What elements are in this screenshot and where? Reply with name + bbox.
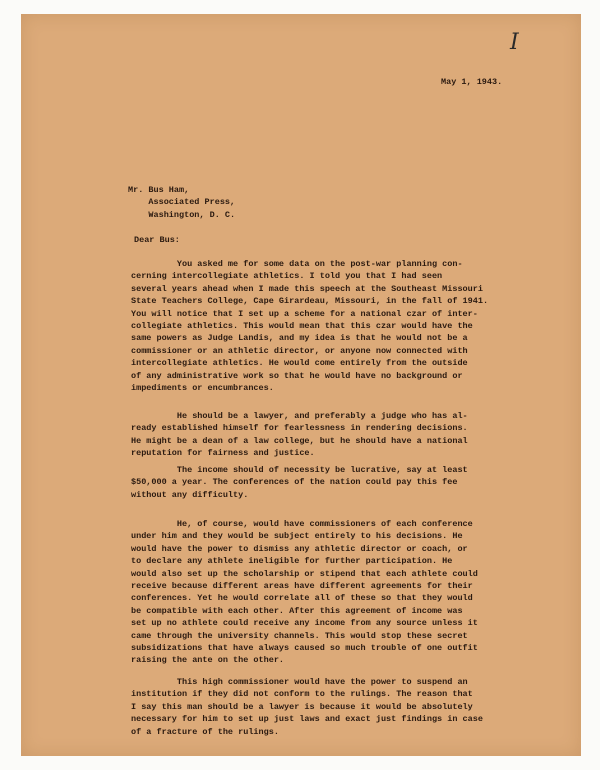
text-line: receive because different areas have different agreements for their [131,581,473,592]
text-line: He should be a lawyer, and preferably a judge who has al- [131,411,468,421]
text-line: This high commissioner would have the power to suspend an [131,677,468,687]
text-line: raising the ante on the other. [131,655,285,666]
text-line: conferences. Yet he would correlate all of these so that they would [131,593,473,604]
text-line: same powers as Judge Landis, and my idea is that he would not be a [131,333,468,344]
text-line: reputation for fairness and justice. [131,448,315,459]
text-line: He, of course, would have commissioners of each conference [131,519,473,529]
text-line: He might be a dean of a law college, but he should have a national [131,435,468,446]
address-line: Associated Press, [128,197,236,208]
text-line: necessary for him to set up just laws and exact just findings in case [131,714,483,725]
text-line: State Teachers College, Cape Girardeau, Missouri, in the fall of 1941. [131,296,489,307]
text-line: intercollegiate athletics. He would come entirely from the outside [131,358,468,369]
text-line: came through the university channels. This would stop these secret [131,630,468,641]
text-line: set up no athlete could receive any income from any source unless it [131,618,478,629]
address-line: Mr. Bus Ham, [128,185,190,195]
text-line: I say this man should be a lawyer is because it would be absolutely [131,701,473,712]
text-line: collegiate athletics. This would mean that this czar would have the [131,321,473,332]
paragraph-1 [131,258,488,394]
text-line: without any difficulty. [131,489,249,500]
text-line: $50,000 a year. The conferences of the nation could pay this fee [131,477,458,488]
text-line: impediments or encumbrances. [131,383,274,394]
text-line: of any administrative work so that he would have no background or [131,370,463,381]
text-line: under him and they would be subject entirely to his decisions. He [131,531,463,542]
salutation: Dear Bus: [134,235,180,245]
text-line: The income should of necessity be lucrative, say at least [131,465,468,475]
text-line: ready established himself for fearlessness in rendering decisions. [131,423,468,434]
text-line: would also set up the scholarship or stipend that each athlete could [131,568,478,579]
text-line: several years ahead when I made this speech at the Southeast Missouri [131,283,483,294]
text-line: be compatible with each other. After this agreement of income was [131,605,463,616]
text-line: You will notice that I set up a scheme for a national czar of inter- [131,308,478,319]
text-line: subsidizations that have always caused so much trouble of one outfit [131,643,478,654]
text-line: to declare any athlete ineligible for further participation. He [131,556,453,567]
text-line: would have the power to dismiss any athletic director or coach, or [131,543,468,554]
letter-date: May 1, 1943. [441,77,503,87]
text-line: cerning intercollegiate athletics. I told you that I had seen [131,271,443,282]
text-line: commissioner or an athletic director, or anyone now connected with [131,345,468,356]
paragraph-4 [131,518,478,667]
text-line: of a fracture of the rulings. [131,726,279,737]
text-line: You asked me for some data on the post-war planning con- [131,259,463,269]
page-number-mark: I [510,30,519,55]
address-line: Washington, D. C. [128,209,236,220]
text-line: institution if they did not conform to the rulings. The reason that [131,689,473,700]
recipient-address [128,184,235,221]
paragraph-2 [131,410,468,460]
paragraph-3 [131,464,468,501]
paragraph-5 [131,676,483,738]
